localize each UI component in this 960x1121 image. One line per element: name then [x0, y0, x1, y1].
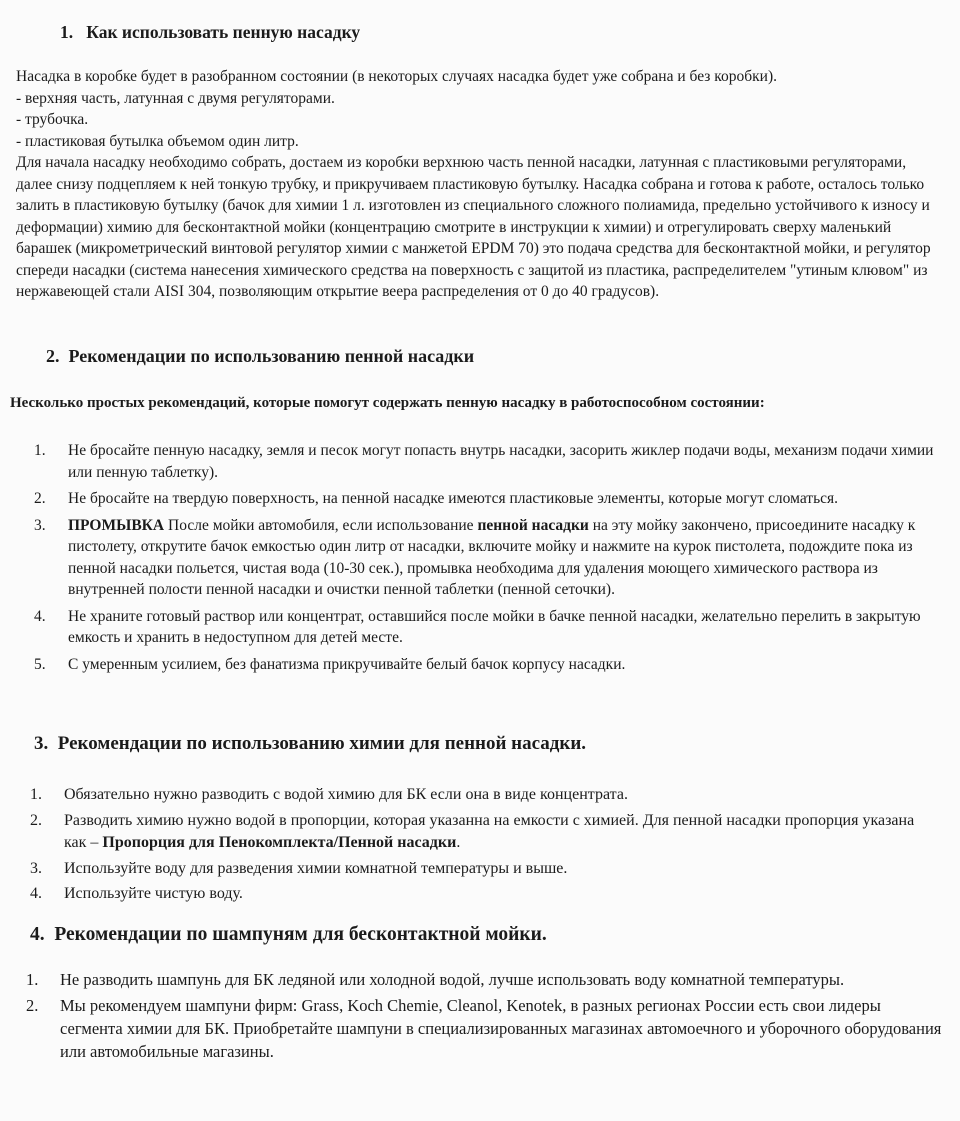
list-item: [34, 440, 954, 483]
list-item: [30, 810, 940, 855]
item-text: Разводить химию нужно водой в пропорции, которая указанна на емкости с химией. Для пенной насадки пропорция указана как –: [64, 811, 915, 851]
list-item: [34, 515, 954, 601]
intro-line: - трубочка.: [16, 111, 89, 128]
section-1-body: [16, 66, 941, 303]
item-text: Используйте чистую воду.: [64, 885, 243, 902]
item-number: 2.: [30, 811, 42, 829]
intro-line: Насадка в коробке будет в разобранном состоянии (в некоторых случаях насадка будет уже собрана и без коробки).: [16, 68, 777, 85]
section-3-number: 3.: [34, 733, 49, 754]
item-number: 1.: [34, 442, 46, 459]
item-text: Мы рекомендуем шампуни фирм: Grass, Koch Chemie, Cleanol, Kenotek, в разных регионах России есть свои лидеры сегмента химии для БК. Приобретайте шампуни в специализированных магазинах автомоечного и уборочного оборудования или автомобильные магазины.: [60, 996, 942, 1061]
list-item: [26, 994, 946, 1063]
section-1-heading: [60, 22, 360, 43]
section-2-lead: Несколько простых рекомендаций, которые помогут содержать пенную насадку в работоспособном состоянии:: [10, 395, 765, 411]
list-item: [34, 654, 954, 676]
intro-line: - пластиковая бутылка объемом один литр.: [16, 132, 299, 150]
item-number: 4.: [30, 885, 42, 902]
list-item: [26, 968, 946, 991]
item-text: С умеренным усилием, без фанатизма прикручивайте белый бачок корпусу насадки.: [68, 655, 626, 673]
section-3-title: Рекомендации по использованию химии для пенной насадки.: [57, 733, 587, 754]
section-2-number: 2.: [46, 346, 60, 366]
item-number: 2.: [26, 996, 39, 1015]
list-item: [30, 784, 940, 807]
item-number: 1.: [30, 786, 42, 803]
intro-paragraph: Для начала насадку необходимо собрать, достаем из коробки верхнюю часть пенной насадки, латунная с пластиковыми регуляторами, далее снизу подцепляем к ней тонкую трубку, и прикручиваем пластиковую бутылку. Насадка собрана и готова к работе, осталось только залить в пластиковую бутылку (бачок для химии 1 л. изготовлен из специального сложного полиамида, предельно устойчивого к износу и деформации) химию для бесконтактной мойки (концентрацию смотрите в инструкции к химии) и отрегулировать сверху маленький барашек (микрометрический винтовой регулятор химии с манжетой EPDM 70) это подача средства для бесконтактной мойки, и регулятор спереди насадки (система нанесения химического средства на поверхность с защитой из пластика, распределителем "утиным клювом" из нержавеющей стали AISI 304, позволяющим открытие веера распределения от 0 до 40 градусов).: [16, 154, 931, 300]
item-number: 2.: [34, 490, 46, 507]
item-number: 3.: [34, 516, 46, 534]
section-1-title: Как использовать пенную насадку: [86, 22, 361, 42]
item-text: Обязательно нужно разводить с водой химию для БК если она в виде концентрата.: [64, 786, 628, 803]
item-text: Используйте воду для разведения химии комнатной температуры и выше.: [64, 859, 568, 877]
section-1-number: 1.: [60, 22, 74, 42]
list-item: [30, 858, 940, 881]
item-number: 1.: [26, 970, 39, 989]
section-4-number: 4.: [30, 924, 45, 945]
item-text: Не бросайте пенную насадку, земля и песок могут попасть внутрь насадки, засорить жиклер подачи воды, механизм подачи химии или пенную таблетку).: [68, 442, 934, 481]
item-number: 3.: [30, 859, 42, 877]
list-item: [34, 606, 954, 649]
section-2-heading: [46, 346, 474, 367]
section-2-title: Рекомендации по использованию пенной насадки: [68, 346, 475, 366]
item-text: После мойки автомобиля, если использование: [164, 516, 478, 534]
list-item: [30, 883, 940, 906]
section-4-list: [26, 968, 946, 1066]
item-emphasis: пенной насадки: [477, 516, 589, 534]
list-item: [34, 488, 954, 510]
flush-label: ПРОМЫВКА: [68, 516, 165, 534]
section-2-list: [34, 440, 954, 680]
item-text: Не бросайте на твердую поверхность, на пенной насадке имеются пластиковые элементы, которые могут сломаться.: [68, 490, 839, 507]
section-4-title: Рекомендации по шампуням для бесконтактной мойки.: [54, 924, 547, 945]
section-4-heading: [30, 924, 547, 946]
item-number: 4.: [34, 607, 46, 625]
item-number: 5.: [34, 655, 46, 673]
section-3-heading: [34, 733, 586, 755]
item-text-tail: .: [456, 834, 461, 851]
item-emphasis: Пропорция для Пенокомплекта/Пенной насадки: [102, 834, 457, 851]
intro-line: - верхняя часть, латунная с двумя регуляторами.: [16, 89, 335, 107]
section-3-list: [30, 784, 940, 909]
item-text: Не разводить шампунь для БК ледяной или холодной водой, лучше использовать воду комнатной температуры.: [60, 970, 845, 989]
item-text: на эту мойку закончено, присоедините насадку к пистолету, открутите бачок емкостью один литр от насадки, включите мойку и нажмите на курок пистолета, подождите пока из пенной насадки польется, чистая вода (10-30 сек.), промывка необходима для удаления моющего химического раствора из внутренней полости пенной насадки и очистки пенной таблетки (пенной сеточки).: [68, 516, 916, 598]
item-text: Не храните готовый раствор или концентрат, оставшийся после мойки в бачке пенной насадки, желательно перелить в закрытую емкость и хранить в недоступном для детей месте.: [68, 607, 921, 646]
